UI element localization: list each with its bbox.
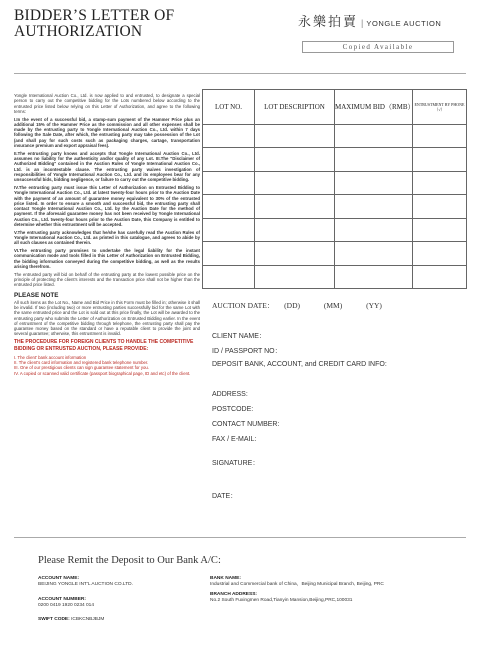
- bank-name-label: BANK NAME:: [210, 576, 241, 581]
- bank-name-block: [210, 576, 466, 588]
- branch-address-block: [210, 592, 466, 604]
- bid-table-header: [203, 90, 467, 125]
- bid-table: [202, 89, 467, 289]
- page-title: [14, 8, 174, 40]
- date-label: DATE：: [212, 493, 238, 500]
- footer-divider: [14, 537, 466, 538]
- brand-chinese: 永樂拍賣: [298, 15, 359, 30]
- note-text: All such items as the Lot No., Name and Bid Price in this Form must be filled in; otherwise it shall be invalid. If two (including two) or more entrusting parties successfully bid for the same Lot with the same entrusted price and the Lot is sold out at this price finally, the Lot will be awarded to the entrusting party who submits the Letter of Authorization on Entrusted Bidding earlier. In the event of entrustment of the competitive bidding through telephone, the entrusting party shall pay the guarantee money based on the standard or have a reputable client to provide the joint and several guarantee; otherwise, this entrustment is invalid.: [14, 299, 200, 337]
- swift-code-block: [38, 617, 198, 623]
- brand-english: YONGLE AUCTION: [366, 19, 442, 28]
- year-field[interactable]: (YY): [366, 301, 382, 310]
- account-number-label: ACCOUNT NUMBER:: [38, 597, 86, 602]
- branch-address-label: BRANCH ADDRESS:: [210, 592, 257, 597]
- month-field[interactable]: (MM): [323, 301, 343, 310]
- extra-text: The entrusted party will bid on behalf of the entrusting party at the lowest possible price on the principle of protecting the client's interests and the transaction price shall not be higher than the entrusted price listed.: [14, 271, 200, 288]
- col-lot-no: LOT NO.: [203, 90, 255, 125]
- title-line-1: BIDDER’S LETTER OF: [14, 7, 175, 24]
- account-name-block: [38, 576, 198, 588]
- terms-column: [14, 93, 200, 376]
- term-2: II.The entrusting party knows and accepts that Yongle International Auction Co., Ltd. assumes no liability for the authenticity and/or quality of any Lot. III.The "Disclaimer of Authorized Bidding" contained in the Auction Rules of Yongle International Auction Co., Ltd. is an incontestable clause. The entrusting party waives investigation of responsibilities of Yongle International Auction Co., Ltd. and its employees bear for any unsuccessful bids, bidding negligence, or failure to carry out the competitive bidding.: [14, 150, 200, 183]
- signature-label: SIGNATURE：: [212, 460, 260, 467]
- term-6: VI.The entrusting party promises to undertake the legal liability for the instant communication mode and tools filled in this Letter of Authorization on Entrusted Bidding, the bidding information conveyed during the competitive bidding, as well as the results arising therefrom.: [14, 248, 200, 269]
- day-field[interactable]: (DD): [284, 301, 300, 310]
- title-line-2: AUTHORIZATION: [14, 23, 143, 40]
- swift-code-value: ICBKCNBJBJM: [71, 617, 105, 622]
- col-lot-description: LOT DESCRIPTION: [255, 90, 335, 125]
- brand-separator: |: [361, 18, 364, 28]
- account-number-value: 0200 0419 1920 0234 014: [38, 603, 95, 609]
- table-row: [203, 148, 467, 171]
- swift-code-label: SWIFT CODE:: [38, 617, 70, 622]
- col-entrust-by-phone: ENTRUSTMENT BY PHONE（√）: [413, 90, 467, 125]
- account-number-block: [38, 597, 198, 609]
- fax-email-label: FAX / E-MAIL:: [212, 436, 257, 443]
- table-row: [203, 265, 467, 288]
- term-5: V.The entrusting party acknowledges that he/she has carefully read the Auction Rules of Yongle International Auction Co., Ltd. as printed in this catalogue, and agrees to abide by all such clauses as contained therein.: [14, 229, 200, 246]
- foreign-item: IV. A copied or scanned valid certificate (passport biographical page, ID and etc) of the client.: [14, 370, 191, 376]
- col-maximum-bid: MAXIMUM BID（RMB）: [335, 90, 413, 125]
- copied-available-box: Copied Available: [302, 41, 454, 53]
- term-1: I.In the event of a successful bid, a stamp-sum payment of the Hammer Price plus an additional 15% of the Hammer Price as the commission and all other expenses shall be made by the entrusting party to Yongle International Auction Co., Ltd. within 7 days following the Sale Date, after which, the entrusting party may take possession of the Lot (and shall pay for such costs such as packaging charges, cartage, transportation insurance premium and export appraisal fees).: [14, 116, 200, 148]
- term-4: IV.The entrusting party must issue this Letter of Authorization on Entrusted Bidding to Yongle International Auction Co., Ltd. at latest twenty-four hours prior to the Auction Date with the payment of an amount of guarantee money equivalent to 30% of the entrusted price listed. In order to ensure a smooth and successful bid, the entrusting party shall contact Yongle International Auction Co., Ltd. by the Auction Date for the method of payment. If the aforesaid guarantee money has not been received by Yongle International Auction Co., Ltd. twenty-four hours prior to the Auction Date, this Company is entitled to determine whether this entrustment will be accepted.: [14, 185, 200, 227]
- address-label: ADDRESS:: [212, 391, 248, 398]
- account-name-label: ACCOUNT NAME:: [38, 576, 80, 581]
- table-row: [203, 125, 467, 148]
- account-name-value: BEIJING YONGLE INT'L AUCTION CO.LTD.: [38, 582, 133, 588]
- foreign-item: III. One of our prestigious clients can sign guarantee statement for you.: [14, 365, 149, 371]
- bank-name-value: Industrial and Commercial bank of China，Beijing Municipal Branch, Beijing, PRC: [210, 582, 384, 588]
- contact-number-label: CONTACT NUMBER:: [212, 421, 280, 428]
- header-divider: [14, 73, 466, 74]
- note-title: PLEASE NOTE: [14, 291, 59, 299]
- branch-address-value: No.2 South Fuxingmen Road,Tianyin Mansion,Beijing,PRC,100031: [210, 598, 353, 604]
- id-passport-label: ID / PASSPORT NO：: [212, 348, 282, 355]
- intro-text: Yongle International Auction Co., Ltd. is now applied to and entrusted, to designate a special person to carry out the competitive bidding for the Lots numbered below according to the entrusted price listed below relying on this Letter of Authorization, and agree to the following terms:: [14, 93, 200, 114]
- table-row: [203, 242, 467, 265]
- foreign-clients-heading: THE PROCEDURE FOR FOREIGN CLIENTS TO HANDLE THE COMPETITIVE BIDDING OR ENTRUSTED AUCTION, PLEASE PROVIDE:: [14, 339, 194, 352]
- deposit-info-label: DEPOSIT BANK, ACCOUNT, and CREDIT CARD INFO:: [212, 361, 387, 368]
- postcode-label: POSTCODE:: [212, 406, 254, 413]
- foreign-item: II. The client's card information and registered bank telephone number.: [14, 360, 149, 366]
- table-row: [203, 195, 467, 218]
- foreign-item: I. The client' bank account information: [14, 354, 87, 360]
- brand-logo: [298, 11, 441, 30]
- auction-date-row: [212, 300, 462, 311]
- remit-title: Please Remit the Deposit to Our Bank A/C:: [38, 555, 221, 566]
- client-name-label: CLIENT NAME：: [212, 333, 266, 340]
- table-row: [203, 218, 467, 241]
- table-row: [203, 171, 467, 194]
- auction-date-label: AUCTION DATE：: [212, 301, 275, 310]
